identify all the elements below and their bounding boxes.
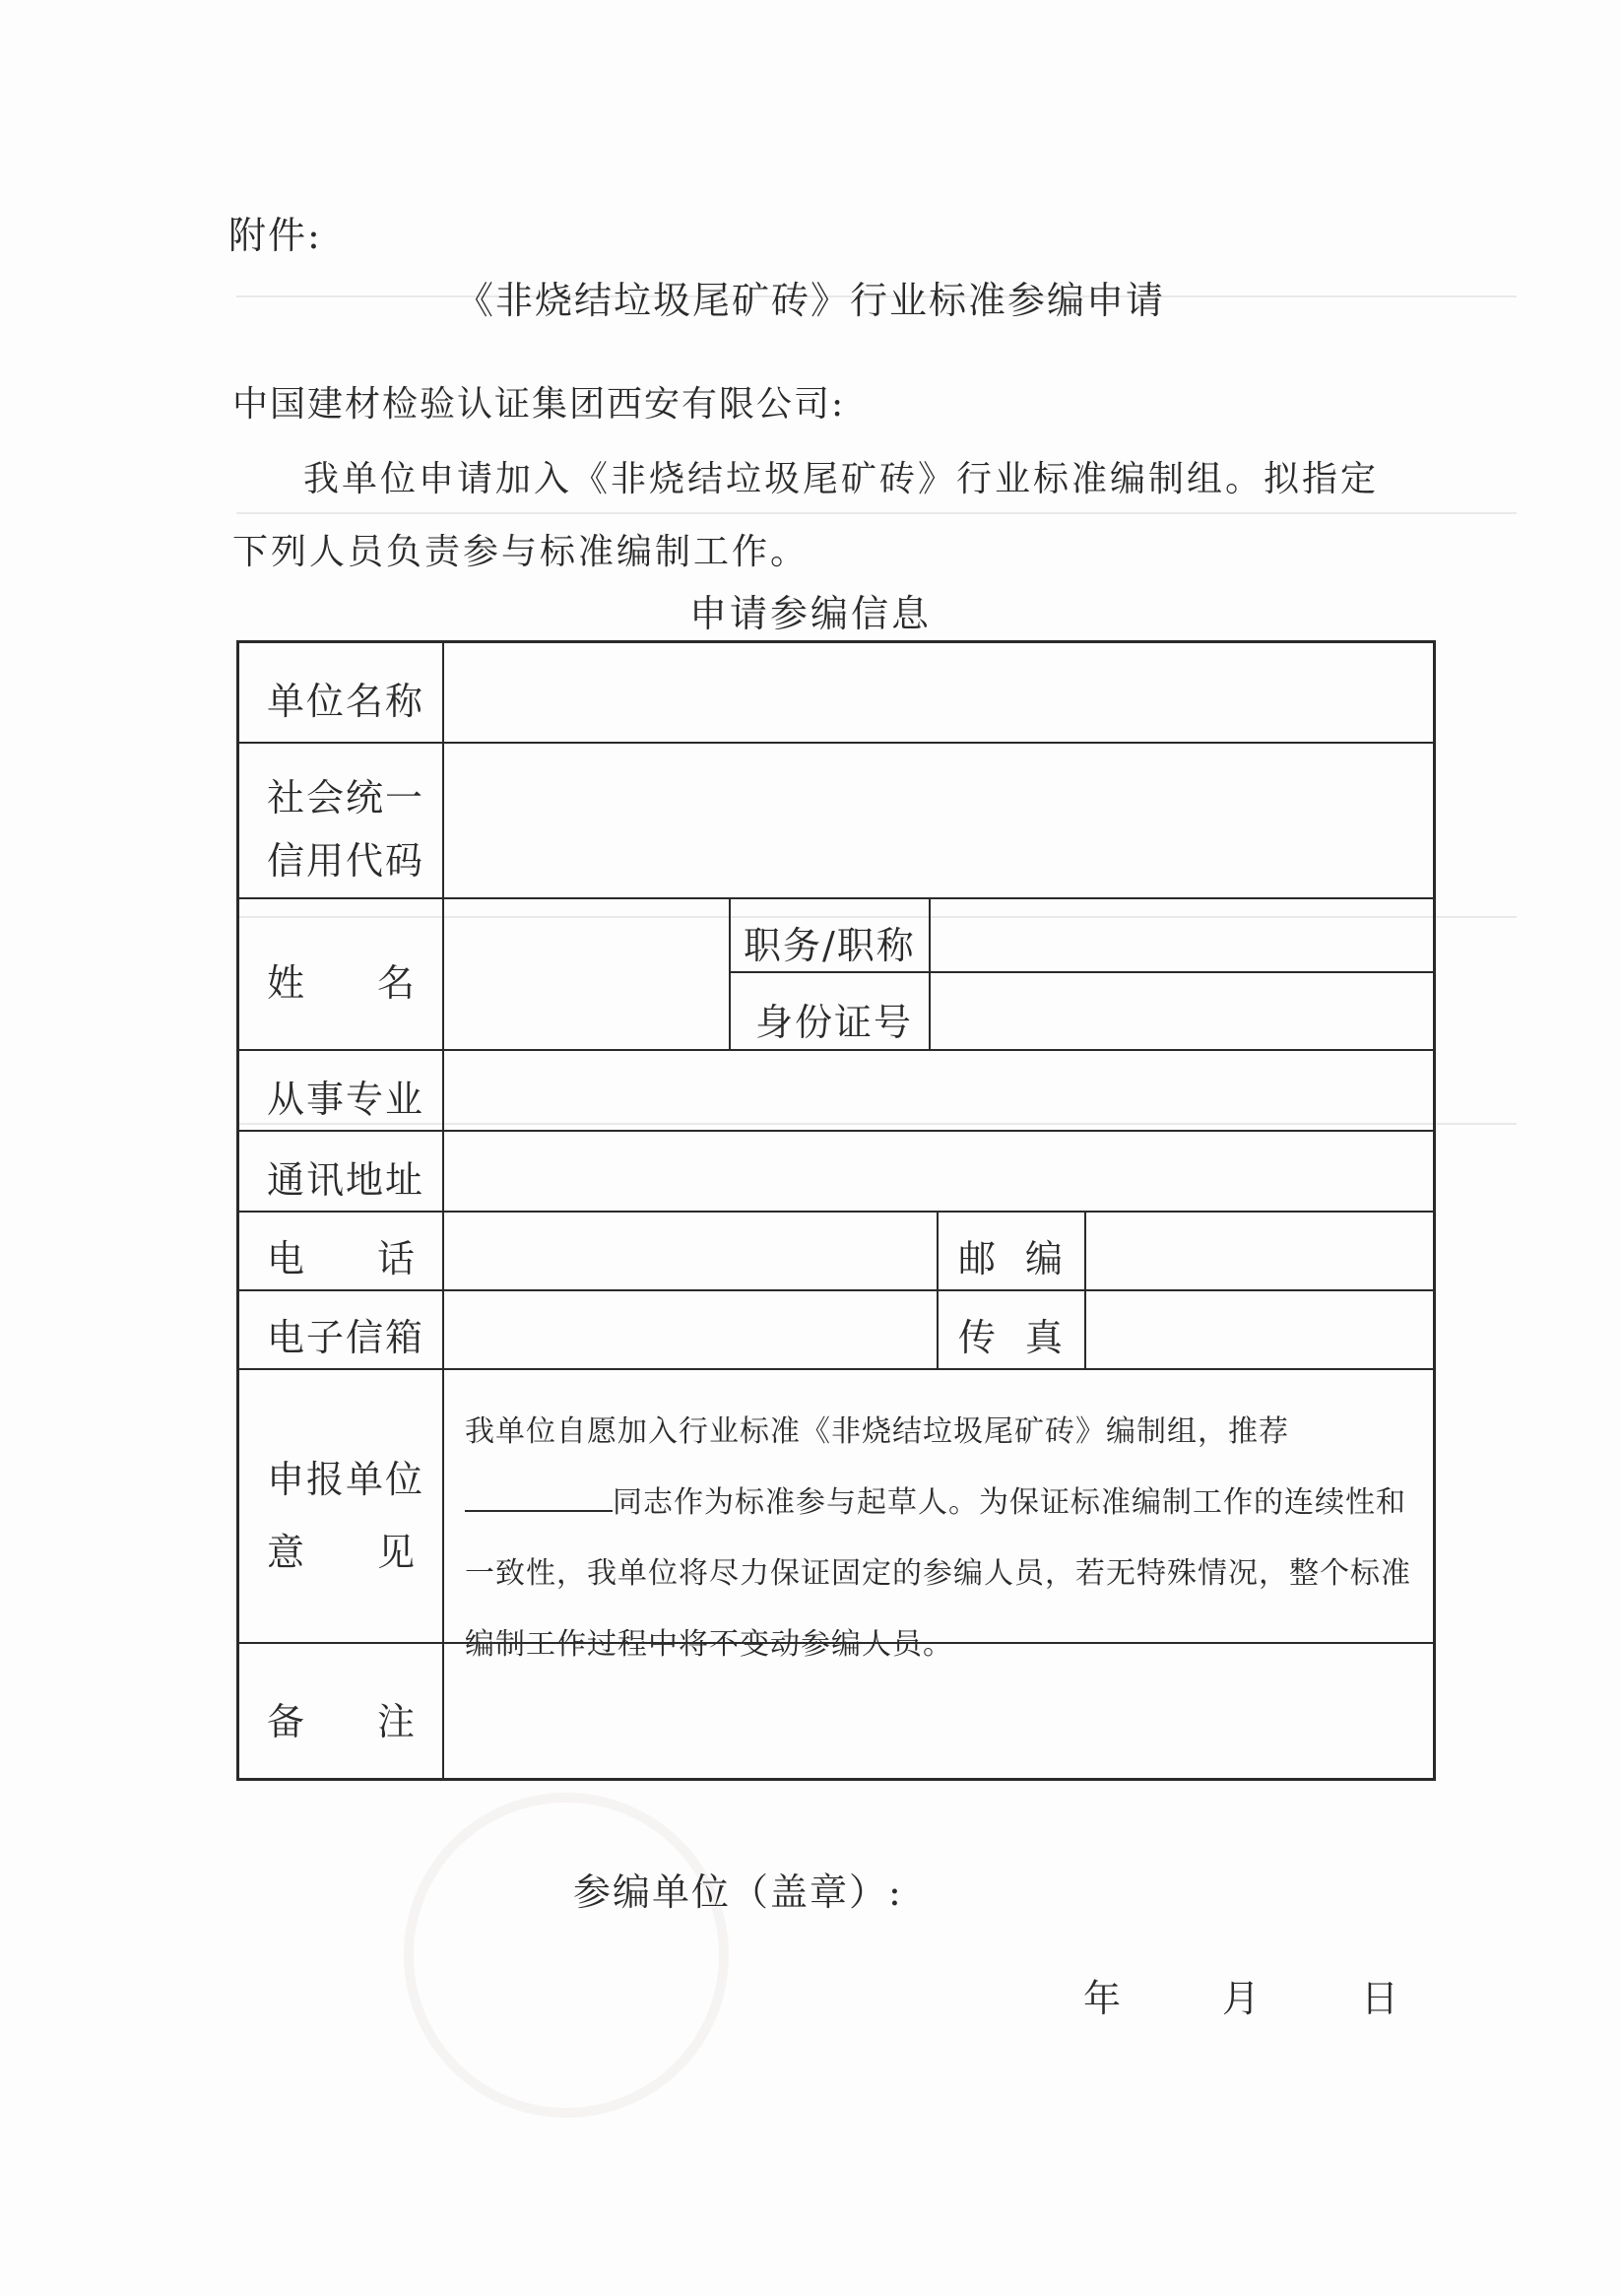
opinion-label-line2 [267,1522,417,1576]
postcode-label-char: 邮 [958,1237,999,1280]
name-label-char: 姓 [267,961,307,1005]
table-title: 申请参编信息 [688,592,932,635]
opinion-label-line1: 申报单位 [267,1458,425,1501]
remarks-label [267,1691,417,1745]
opinion-label-char: 见 [376,1531,417,1574]
row-divider [239,1211,1433,1213]
phone-label-char: 话 [376,1237,417,1280]
opinion-statement [465,1397,1430,1680]
phone-label [267,1228,417,1282]
opinion-label-char: 意 [267,1531,307,1574]
remarks-label-char: 备 [267,1700,307,1743]
body-paragraph: 我单位申请加入《非烧结垃圾尾矿砖》行业标准编制组。拟指定下列人员负责参与标准编制工作。 [232,459,1380,572]
email-label: 电子信箱 [267,1316,425,1359]
row-divider [239,1130,1433,1132]
seal-label: 参编单位（盖章）: [573,1870,903,1914]
faded-seal-mark [404,1793,729,2118]
fax-label [958,1307,1065,1361]
row-divider [729,971,1433,973]
row-divider [239,742,1433,744]
specialty-label: 从事专业 [267,1078,425,1121]
name-label [267,952,417,1007]
phone-label-char: 电 [267,1237,307,1280]
column-divider [729,897,731,1049]
row-divider [239,1049,1433,1051]
column-divider [1084,1211,1086,1368]
fax-label-char: 真 [1024,1316,1065,1359]
opinion-text: 我单位自愿加入行业标准《非烧结垃圾尾矿砖》编制组，推荐 [465,1414,1289,1449]
credit-code-label-line1: 社会统一 [267,776,425,820]
name-label-char: 名 [376,961,417,1005]
id-number-label: 身份证号 [755,1001,914,1044]
column-divider [442,643,444,1778]
addressee: 中国建材检验认证集团西安有限公司: [232,384,846,425]
postcode-label-char: 编 [1024,1237,1065,1280]
row-divider [239,1289,1433,1291]
position-label: 职务/职称 [744,924,916,967]
column-divider [929,897,931,1049]
date-day: 日 [1360,1977,1398,2020]
date-year: 年 [1083,1977,1122,2020]
row-divider [239,1368,1433,1370]
date-line [1083,1968,1398,2022]
opinion-text: 同志作为标准参与起草人。为保证标准编制工作的连续性和一致性，我单位将尽力保证固定的参编人员，若无特殊情况，整个标准编制工作过程中将不变动参编人员。 [465,1485,1411,1662]
postcode-label [958,1228,1065,1282]
credit-code-label-line2: 信用代码 [267,839,425,883]
recommended-person-blank [465,1484,613,1512]
remarks-label-char: 注 [376,1700,417,1743]
row-divider [239,897,1433,899]
unit-name-label: 单位名称 [267,680,425,723]
fax-label-char: 传 [958,1316,999,1359]
document-title: 《非烧结垃圾尾矿砖》行业标准参编申请 [455,279,1165,322]
date-month: 月 [1221,1977,1260,2020]
attachment-label: 附件: [228,214,322,257]
column-divider [937,1211,939,1368]
address-label: 通讯地址 [267,1158,425,1202]
